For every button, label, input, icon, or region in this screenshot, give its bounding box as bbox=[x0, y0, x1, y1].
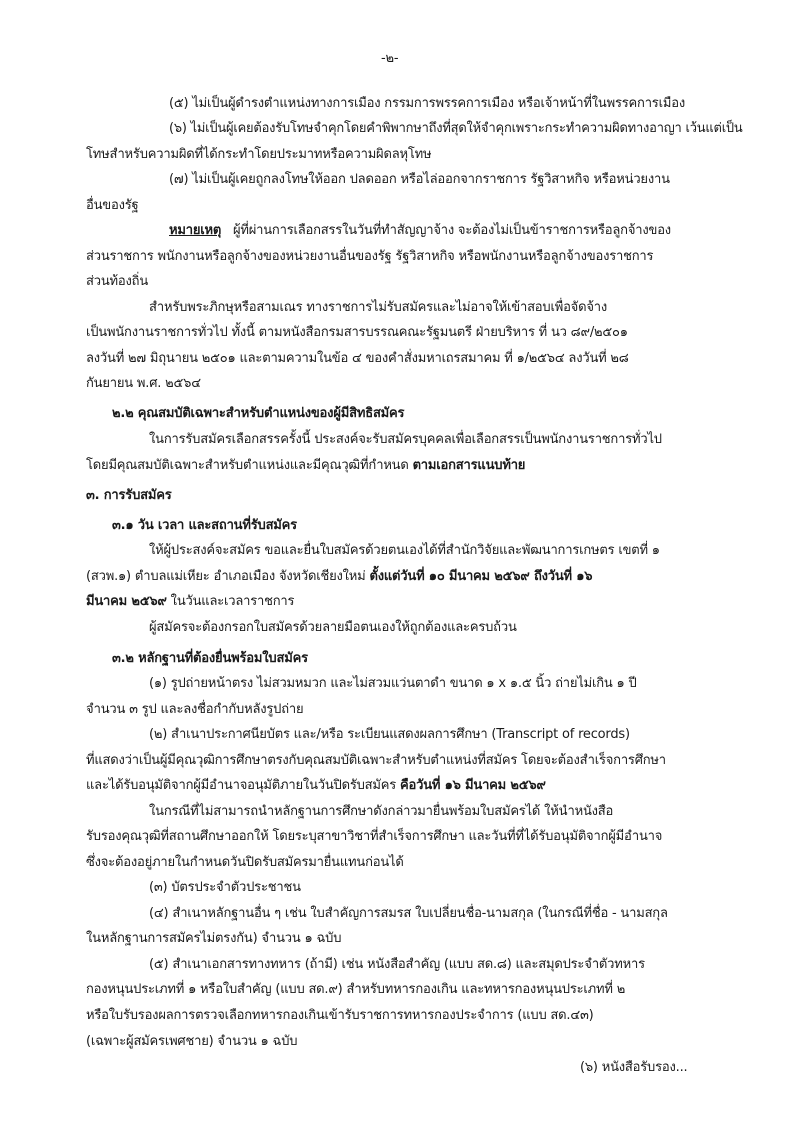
doc-item-5-line-2: กองหนุนประเภทที่ ๑ หรือใบสำคัญ (แบบ สด.๙) สำหรับทหารกองเกิน และทหารกองหนุนประเภทที่ ๒ bbox=[86, 982, 626, 997]
doc-item-5-line-1: (๕) สำเนาเอกสารทางทหาร (ถ้ามี) เช่น หนังสือสำคัญ (แบบ สด.๘) และสมุดประจำตัวทหาร bbox=[149, 957, 645, 972]
doc-item-2-line-1: (๒) สำเนาประกาศนียบัตร และ/หรือ ระเบียนแสดงผลการศึกษา (Transcript of records) bbox=[149, 727, 630, 742]
remark-line-3: ส่วนท้องถิ่น bbox=[86, 274, 149, 289]
page-number: -๒- bbox=[381, 51, 399, 66]
doc-item-1-line-1: (๑) รูปถ่ายหน้าตรง ไม่สวมหมวก และไม่สวมแว่นตาดำ ขนาด ๑ x ๑.๕ นิ้ว ถ่ายไม่เกิน ๑ ปี bbox=[149, 676, 637, 691]
doc-item-4-line-1: (๔) สำเนาหลักฐานอื่น ๆ เช่น ใบสำคัญการสมรส ใบเปลี่ยนชื่อ-นามสกุล (ในกรณีที่ชื่อ - นามสกุล bbox=[149, 906, 668, 921]
doc-item-3: (๓) บัตรประจำตัวประชาชน bbox=[149, 880, 301, 895]
section-2-2-line-2: โดยมีคุณสมบัติเฉพาะสำหรับตำแหน่งและมีคุณวุฒิที่กำหนด ตามเอกสารแนบท้าย bbox=[86, 458, 526, 473]
remark-text: ผู้ที่ผ่านการเลือกสรรในวันที่ทำสัญญาจ้าง จะต้องไม่เป็นข้าราชการหรือลูกจ้างของ bbox=[232, 223, 671, 238]
section-3-1-line-3: มีนาคม ๒๕๖๙ ในวันและเวลาราชการ bbox=[86, 594, 295, 609]
doc-item-5-line-4: (เฉพาะผู้สมัครเพศชาย) จำนวน ๑ ฉบับ bbox=[86, 1034, 298, 1049]
doc-item-4-line-2: ในหลักฐานการสมัครไม่ตรงกัน) จำนวน ๑ ฉบับ bbox=[86, 931, 342, 946]
section-3-1-heading: ๓.๑ วัน เวลา และสถานที่รับสมัคร bbox=[112, 518, 297, 533]
item-5: (๕) ไม่เป็นผู้ดำรงตำแหน่งทางการเมือง กรรมการพรรคการเมือง หรือเจ้าหน้าที่ในพรรคการเมือง bbox=[169, 96, 685, 111]
doc-item-2-para-2-line-3: ซึ่งจะต้องอยู่ภายในกำหนดวันปิดรับสมัครมายื่นแทนก่อนได้ bbox=[86, 855, 404, 870]
application-period-start: ตั้งแต่วันที่ ๑๐ มีนาคม ๒๕๖๙ ถึงวันที่ ๑๖ bbox=[369, 569, 593, 584]
remark-label: หมายเหตุ bbox=[169, 223, 222, 238]
section-2-2-heading: ๒.๒ คุณสมบัติเฉพาะสำหรับตำแหน่งของผู้มีสิทธิสมัคร bbox=[112, 406, 405, 421]
monks-line-4: กันยายน พ.ศ. ๒๕๖๔ bbox=[86, 376, 201, 391]
remark-line-1 bbox=[169, 221, 671, 240]
section-3-1-line-4: ผู้สมัครจะต้องกรอกใบสมัครด้วยลายมือตนเองให้ถูกต้องและครบถ้วน bbox=[149, 620, 517, 635]
item-6-line-2: โทษสำหรับความผิดที่ได้กระทำโดยประมาทหรือความผิดลหุโทษ bbox=[86, 147, 432, 162]
section-3-2-heading: ๓.๒ หลักฐานที่ต้องยื่นพร้อมใบสมัคร bbox=[112, 651, 308, 666]
item-7-line-1: (๗) ไม่เป็นผู้เคยถูกลงโทษให้ออก ปลดออก หรือไล่ออกจากราชการ รัฐวิสาหกิจ หรือหน่วยงาน bbox=[169, 172, 670, 187]
continuation-marker: (๖) หนังสือรับรอง... bbox=[580, 1060, 688, 1075]
doc-item-2-line-3: และได้รับอนุมัติจากผู้มีอำนาจอนุมัติภายในวันปิดรับสมัคร คือวันที่ ๑๖ มีนาคม ๒๕๖๙ bbox=[86, 778, 546, 793]
attachment-reference: ตามเอกสารแนบท้าย bbox=[412, 458, 526, 473]
doc-item-5-line-3: หรือใบรับรองผลการตรวจเลือกทหารกองเกินเข้ารับราชการทหารกองประจำการ (แบบ สด.๔๓) bbox=[86, 1008, 594, 1023]
monks-line-2: เป็นพนักงานราชการทั่วไป ทั้งนี้ ตามหนังสือกรมสารบรรณคณะรัฐมนตรี ฝ่ายบริหาร ที่ นว ๘๙/๒๕๐๑ bbox=[86, 325, 628, 340]
remark-line-2: ส่วนราชการ พนักงานหรือลูกจ้างของหน่วยงานอื่นของรัฐ รัฐวิสาหกิจ หรือพนักงานหรือลูกจ้างของราชการ bbox=[86, 249, 654, 264]
section-3-1-line-2: (สวพ.๑) ตำบลแม่เหียะ อำเภอเมือง จังหวัดเชียงใหม่ ตั้งแต่วันที่ ๑๐ มีนาคม ๒๕๖๙ ถึงวันที่ ๑๖ bbox=[86, 569, 593, 584]
item-7-line-2: อื่นของรัฐ bbox=[86, 198, 139, 213]
doc-item-2-line-2: ที่แสดงว่าเป็นผู้มีคุณวุฒิการศึกษาตรงกับคุณสมบัติเฉพาะสำหรับตำแหน่งที่สมัคร โดยจะต้องสำเร็จการศึกษา bbox=[86, 753, 666, 768]
monks-line-3: ลงวันที่ ๒๗ มิถุนายน ๒๕๐๑ และตามความในข้อ ๔ ของคำสั่งมหาเถรสมาคม ที่ ๑/๒๕๖๔ ลงวันที่ ๒๘ bbox=[86, 351, 629, 366]
doc-item-2-para-2-line-2: รับรองคุณวุฒิที่สถานศึกษาออกให้ โดยระบุสาขาวิชาที่สำเร็จการศึกษา และวันที่ที่ได้รับอนุมัติจากผู้มีอำนาจ bbox=[86, 829, 663, 844]
doc-item-1-line-2: จำนวน ๓ รูป และลงชื่อกำกับหลังรูปถ่าย bbox=[86, 702, 304, 717]
monks-line-1: สำหรับพระภิกษุหรือสามเณร ทางราชการไม่รับสมัครและไม่อาจให้เข้าสอบเพื่อจัดจ้าง bbox=[149, 300, 608, 315]
section-3-heading: ๓. การรับสมัคร bbox=[86, 488, 172, 503]
item-6-line-1: (๖) ไม่เป็นผู้เคยต้องรับโทษจำคุกโดยคำพิพากษาถึงที่สุดให้จำคุกเพราะกระทำความผิดทางอาญา เว้นแต่เป็น bbox=[169, 121, 743, 136]
closing-date: คือวันที่ ๑๖ มีนาคม ๒๕๖๙ bbox=[400, 778, 546, 793]
doc-item-2-para-2-line-1: ในกรณีที่ไม่สามารถนำหลักฐานการศึกษาดังกล่าวมายื่นพร้อมใบสมัครได้ ให้นำหนังสือ bbox=[149, 804, 614, 819]
section-3-1-line-1: ให้ผู้ประสงค์จะสมัคร ขอและยื่นใบสมัครด้วยตนเองได้ที่สำนักวิจัยและพัฒนาการเกษตร เขตที่ ๑ bbox=[149, 543, 660, 558]
section-2-2-line-1: ในการรับสมัครเลือกสรรครั้งนี้ ประสงค์จะรับสมัครบุคคลเพื่อเลือกสรรเป็นพนักงานราชการทั่วไป bbox=[149, 432, 662, 447]
application-period-end: มีนาคม ๒๕๖๙ bbox=[86, 594, 167, 609]
